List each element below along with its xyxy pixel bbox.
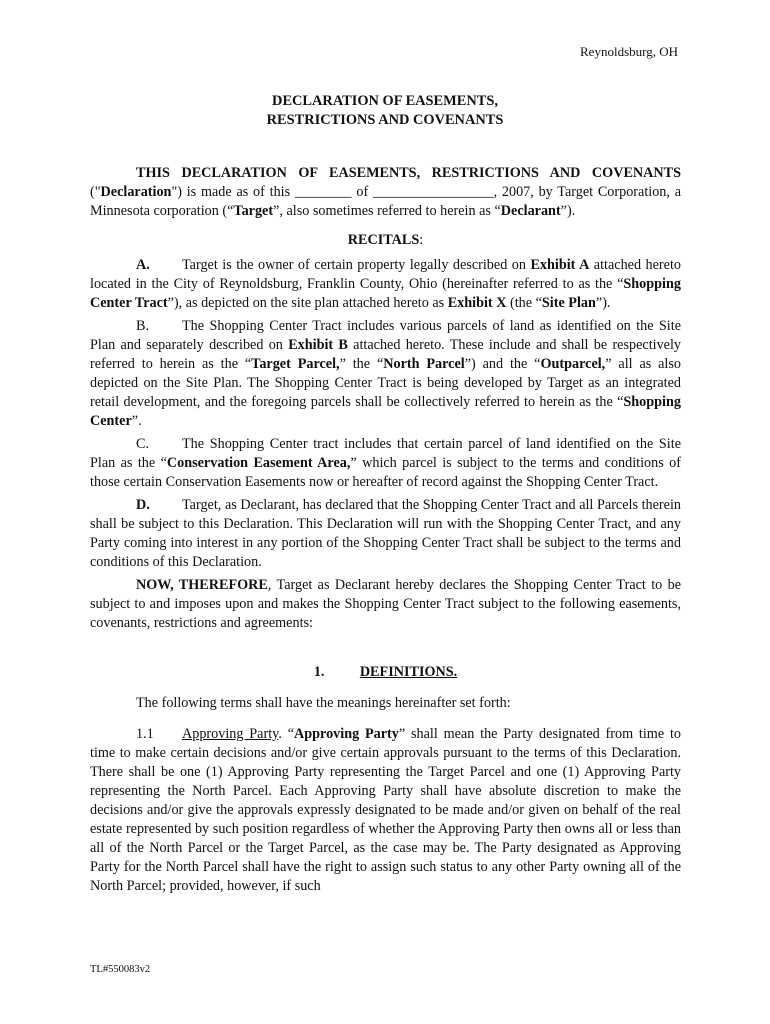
intro-paragraph: THIS DECLARATION OF EASEMENTS, RESTRICTIONS AND COVENANTS ("Declaration") is made as of this ________ of _________________, 2007, by Target Corporation, a Minnesota corporation (“Target”, also sometimes referred to herein as “Declarant”). bbox=[90, 165, 681, 219]
recital-b-label: B. bbox=[136, 318, 150, 334]
section-1-number: 1. bbox=[313, 664, 325, 680]
intro-lead: THIS DECLARATION OF EASEMENTS, RESTRICTIONS AND COVENANTS bbox=[136, 165, 681, 181]
definition-1-1: 1.1 Approving Party. “Approving Party” shall mean the Party designated from time to time to make certain decisions and/or give certain approvals pursuant to the terms of this Declaration. There shall be one (1) Approving Party representing the Target Parcel and one (1) Approving Party representing the North Parcel. Each Approving Party shall have absolute discretion to make the decisions and/or give the approvals expressly designated to be made and/or given on behalf of the real estate represented by such position regardless of whether the Approving Party then owns all or less than all of the North Parcel or the Target Parcel, as the case may be. The Party designated as Approving Party for the North Parcel shall have the right to assign such status to any other Party owning all of the North Parcel; provided, however, if such bbox=[90, 726, 681, 894]
title-line-2: RESTRICTIONS AND COVENANTS bbox=[266, 111, 504, 128]
term-declaration: Declaration bbox=[100, 184, 172, 200]
term-declarant: Declarant bbox=[500, 203, 561, 219]
document-footer-id: TL#550083v2 bbox=[90, 964, 151, 975]
definition-1-1-term: Approving Party bbox=[182, 726, 279, 742]
recital-b: B. The Shopping Center Tract includes various parcels of land as identified on the Site Plan and separately described on Exhibit B attached hereto. These include and shall be respectively referred to herein as the “Target Parcel,” the “North Parcel”) and the “Outparcel,” all as also depicted on the Site Plan. The Shopping Center Tract is being developed by Target as an integrated retail development, and the foregoing parcels shall be collectively referred to herein as the “Shopping Center”. bbox=[90, 318, 682, 429]
recital-d: D. Target, as Declarant, has declared that the Shopping Center Tract and all Parcels therein shall be subject to this Declaration. This Declaration will run with the Shopping Center Tract, and any Party coming into interest in any portion of the Shopping Center Tract shall be subject to the terms and conditions of this Declaration. bbox=[90, 497, 681, 570]
recital-a-label: A. bbox=[136, 257, 150, 273]
recitals-heading: RECITALS: bbox=[347, 232, 424, 248]
section-1-title: DEFINITIONS. bbox=[359, 664, 458, 680]
recital-c-label: C. bbox=[136, 436, 150, 452]
document-title bbox=[0, 92, 770, 129]
definition-1-1-number: 1.1 bbox=[136, 726, 154, 742]
title-line-1: DECLARATION OF EASEMENTS, bbox=[272, 93, 498, 109]
definitions-intro: The following terms shall have the meanings hereinafter set forth: bbox=[136, 695, 511, 711]
recital-a: A. Target is the owner of certain property legally described on Exhibit A attached hereto located in the City of Reynoldsburg, Franklin County, Ohio (hereinafter referred to as the “Shopping Center Tract”), as depicted on the site plan attached hereto as Exhibit X (the “Site Plan”). bbox=[90, 257, 681, 311]
document-body bbox=[90, 164, 681, 896]
now-therefore-paragraph: NOW, THEREFORE, Target as Declarant hereby declares the Shopping Center Tract to be subject to and imposes upon and makes the Shopping Center Tract subject to the following easements, covenants, restrictions and agreements: bbox=[90, 577, 681, 631]
section-1-heading bbox=[90, 663, 681, 682]
recital-d-label: D. bbox=[136, 497, 150, 513]
term-target: Target bbox=[233, 203, 274, 219]
document-location: Reynoldsburg, OH bbox=[580, 44, 678, 59]
recital-c: C. The Shopping Center tract includes that certain parcel of land identified on the Site Plan as the “Conservation Easement Area,” which parcel is subject to the terms and conditions of those certain Conservation Easements now or hereafter of record against the Shopping Center Tract. bbox=[90, 436, 681, 490]
